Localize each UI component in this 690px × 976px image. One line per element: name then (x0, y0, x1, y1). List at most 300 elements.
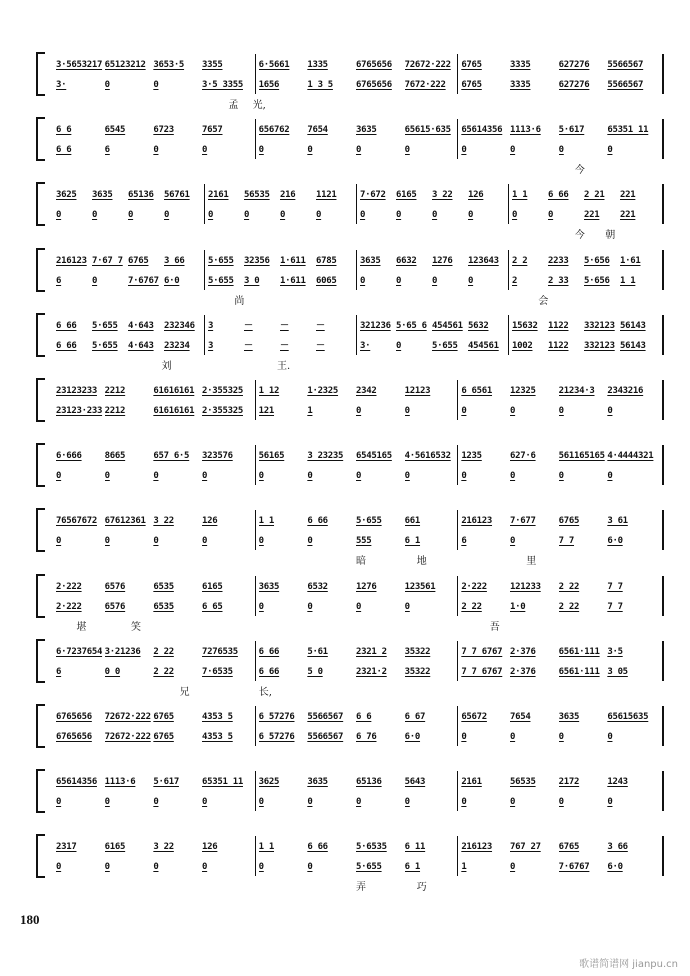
beat-notes: 23123233 (56, 386, 97, 396)
beat-notes: 3653·5 (153, 60, 185, 70)
beat-notes: 0 (356, 471, 362, 482)
upper-staff (52, 641, 660, 657)
beat-notes: 5·65 6 (396, 320, 427, 331)
beat-notes: 221 (620, 210, 636, 221)
final-barline (662, 250, 664, 290)
beat-notes: 3 23235 (307, 451, 344, 462)
beat-notes: 3 66 (607, 842, 628, 853)
beat-notes: 7·677 (509, 516, 536, 527)
beat-notes: 0 (56, 210, 62, 221)
beat-notes: 2343216 (607, 386, 644, 396)
beat-notes: 6 66 (258, 646, 280, 657)
measure (255, 80, 458, 90)
beat-notes: 35322 (404, 666, 431, 677)
beat-notes: 6576 (104, 601, 126, 612)
beat-notes: 2 33 (548, 275, 569, 286)
beat-notes: 3 61 (607, 516, 628, 527)
beat-notes: 7672·222 (404, 80, 446, 90)
barline (508, 315, 509, 355)
beat-notes: 1656 (258, 80, 280, 90)
beat-notes: 6065 (316, 275, 337, 286)
beat-notes: 561165165 (558, 451, 605, 462)
beat-notes: 2·222 (56, 581, 82, 592)
lower-staff (52, 596, 660, 612)
beat-notes: 0 (128, 210, 134, 221)
beat-notes: 7·67 7 (92, 255, 123, 266)
beat-notes: 6765 (153, 732, 174, 742)
beat-notes: 0 (56, 471, 62, 482)
beat-notes: 1335 (307, 60, 328, 70)
measure (457, 451, 660, 461)
beat-notes: 0 (468, 210, 474, 221)
beat-notes: 3635 (558, 712, 580, 722)
beat-notes: 7657 (202, 125, 223, 136)
measure (52, 60, 255, 70)
final-barline (662, 54, 664, 94)
beat-notes: 627276 (558, 60, 590, 70)
beat-notes: 7·6767 (558, 862, 590, 873)
beat-notes: 0 (164, 210, 170, 221)
measure (255, 712, 458, 722)
beat-notes: 0 (356, 145, 362, 156)
beat-notes: 65351 11 (202, 777, 243, 788)
measure (508, 210, 660, 220)
beat-notes: 72672·222 (104, 732, 151, 742)
beat-notes: 35322 (404, 646, 431, 657)
barline (255, 771, 256, 811)
score-system (36, 380, 664, 420)
beat-notes: 0 (509, 471, 516, 482)
beat-notes: 3355 (202, 60, 223, 70)
measure (255, 516, 458, 526)
beat-notes: 216 (280, 190, 296, 201)
beat-notes: 0 (258, 471, 264, 482)
measure (457, 712, 660, 722)
beat-notes: 1·611 (280, 275, 306, 286)
beat-notes: 0 (258, 862, 264, 873)
measure (255, 451, 458, 461)
beat-notes: 0 (307, 601, 313, 612)
beat-notes: 6 (56, 666, 62, 677)
beat-notes: 6785 (316, 255, 337, 266)
beat-notes: 332123 (584, 320, 615, 331)
beat-notes: 3635 (356, 125, 377, 136)
beat-notes: 2·376 (509, 646, 536, 657)
measure (52, 602, 255, 612)
beat-notes: 7 7 (558, 536, 575, 547)
beat-notes: 0 (153, 80, 159, 90)
barline (457, 771, 458, 811)
beat-notes: 0 (360, 275, 366, 286)
system-bracket (36, 313, 45, 357)
beat-notes: 0 (404, 601, 410, 612)
final-barline (662, 576, 664, 616)
beat-notes: 67612361 (104, 516, 146, 527)
beat-notes: 0 (404, 406, 410, 416)
measure (457, 582, 660, 592)
beat-notes: 7·6767 (128, 275, 159, 286)
beat-notes: 2 (512, 275, 518, 286)
beat-notes: 12123 (404, 386, 431, 396)
measure (52, 536, 255, 546)
beat-notes: 0 (558, 797, 564, 808)
beat-notes: 6 11 (404, 842, 426, 853)
beat-notes: 2161 (461, 777, 482, 788)
final-barline (662, 315, 664, 355)
beat-notes: 6561·111 (558, 646, 600, 657)
barline (457, 510, 458, 550)
beat-notes: 6·0 (404, 732, 421, 742)
beat-notes: 0 (92, 275, 98, 286)
beat-notes: 1113·6 (509, 125, 541, 136)
beat-notes: 3335 (509, 80, 531, 90)
beat-notes: 61616161 (153, 406, 195, 416)
beat-notes: 6 66 (258, 666, 280, 677)
beat-notes: － (244, 340, 253, 351)
beat-notes: 65614356 (56, 777, 97, 788)
beat-notes: 5·655 (356, 862, 382, 873)
beat-notes: 0 (607, 797, 613, 808)
beat-notes: 5·61 (307, 646, 328, 657)
beat-notes: 2321·2 (356, 666, 387, 677)
beat-notes: 0 (258, 536, 264, 547)
beat-notes: 232346 (164, 320, 195, 331)
beat-notes: 6545 (104, 125, 126, 136)
upper-staff (52, 510, 660, 526)
barline (255, 54, 256, 94)
beat-notes: 0 (104, 471, 110, 482)
beat-notes: 6765656 (56, 712, 92, 722)
beat-notes: 21234·3 (558, 386, 595, 396)
beat-notes: 6 57276 (258, 712, 295, 722)
beat-notes: 0 (356, 797, 362, 808)
beat-notes: 6 66 (307, 842, 328, 853)
measure (457, 842, 660, 852)
beat-notes: 0 (104, 797, 110, 808)
beat-notes: 0 (153, 862, 159, 873)
beat-notes: 6765 (128, 255, 149, 266)
measure (508, 321, 660, 331)
beat-notes: 0 (104, 80, 110, 90)
lyric: 长, (258, 686, 272, 698)
beat-notes: 6·0 (607, 536, 623, 547)
beat-notes: 56165 (258, 451, 285, 462)
barline (457, 836, 458, 876)
final-barline (662, 184, 664, 224)
beat-notes: 3 22 (153, 516, 174, 527)
beat-notes: 4·643 (128, 320, 154, 331)
beat-notes: 216123 (56, 255, 87, 266)
beat-notes: 3· (56, 80, 67, 90)
lower-staff (52, 856, 660, 872)
beat-notes: 2 22 (558, 581, 580, 592)
beat-notes: 0 (153, 145, 159, 156)
upper-staff (52, 445, 660, 461)
beat-notes: 6 (104, 145, 110, 156)
lyric: 暗 (356, 556, 366, 568)
measure (204, 276, 356, 286)
beat-notes: 656762 (258, 125, 290, 136)
beat-notes: 0 (307, 536, 313, 547)
measure (457, 797, 660, 807)
beat-notes: 6·0 (607, 862, 623, 873)
beat-notes: 4·5616532 (404, 451, 451, 462)
beat-notes: 5643 (404, 777, 426, 788)
beat-notes: 2212 (104, 406, 126, 416)
beat-notes: 0 (244, 210, 250, 221)
beat-notes: 2 22 (558, 601, 580, 612)
beat-notes: 6 6 (56, 145, 72, 156)
beat-notes: 6723 (153, 125, 174, 136)
lower-staff (52, 791, 660, 807)
final-barline (662, 836, 664, 876)
beat-notes: 0 (509, 145, 516, 156)
lyric: 巧 (416, 882, 427, 894)
barline (255, 510, 256, 550)
barline (457, 706, 458, 746)
measure (356, 190, 508, 200)
measure (52, 341, 204, 351)
beat-notes: 3 (208, 340, 214, 351)
score-system (36, 836, 664, 894)
measure (52, 471, 255, 481)
beat-notes: 0 (202, 862, 208, 873)
measure (52, 256, 204, 266)
beat-notes: 123643 (468, 255, 499, 266)
beat-notes: 0 (461, 406, 467, 416)
beat-notes: 0 (509, 862, 516, 873)
beat-notes: 767 27 (509, 842, 541, 853)
measure (508, 341, 660, 351)
beat-notes: 0 (607, 471, 613, 482)
beat-notes: 0 (468, 275, 474, 286)
beat-notes: 126 (202, 842, 218, 853)
beat-notes: 3 22 (432, 190, 453, 201)
beat-notes: 0 (153, 536, 159, 547)
beat-notes: 5·655 (92, 320, 118, 331)
beat-notes: 15632 (512, 320, 538, 331)
beat-notes: 7·672 (360, 190, 386, 201)
beat-notes: 0 (360, 210, 366, 221)
beat-notes: 3625 (258, 777, 280, 788)
barline (508, 250, 509, 290)
system-bracket (36, 248, 45, 292)
beat-notes: 0 (509, 536, 516, 547)
beat-notes: 6 6561 (461, 386, 493, 396)
beat-notes: 1122 (548, 340, 569, 351)
beat-notes: 6561·111 (558, 666, 600, 677)
beat-notes: 3 66 (164, 255, 185, 266)
beat-notes: 5632 (468, 320, 489, 331)
beat-notes: 1 1 (258, 516, 275, 527)
beat-notes: 1122 (548, 320, 569, 331)
lyric: 尚 (234, 295, 245, 307)
beat-notes: 7 7 6767 (461, 666, 503, 677)
score-system (36, 250, 664, 307)
beat-notes: 5·655 (432, 340, 458, 351)
beat-notes: 6 66 (307, 516, 328, 527)
beat-notes: 5566567 (607, 60, 644, 70)
beat-notes: － (280, 320, 289, 331)
lyric: 里 (526, 556, 537, 568)
upper-staff (52, 119, 660, 135)
beat-notes: 61616161 (153, 386, 195, 396)
measure (457, 516, 660, 526)
beat-notes: 1·611 (280, 255, 306, 266)
beat-notes: 2321 2 (356, 646, 387, 657)
barline (255, 119, 256, 159)
beat-notes: 0 (202, 145, 208, 156)
beat-notes: 0 (558, 471, 564, 482)
system-bracket (36, 443, 45, 487)
beat-notes: 5 0 (307, 666, 323, 677)
measure (52, 862, 255, 872)
lyric: 今 (574, 230, 585, 242)
beat-notes: 6 65 (202, 601, 223, 612)
beat-notes: 6·0 (164, 275, 180, 286)
beat-notes: 3·5 3355 (202, 80, 243, 90)
upper-staff (52, 706, 660, 722)
beat-notes: 4353 5 (202, 732, 233, 742)
beat-notes: 221 (620, 190, 636, 201)
lyric: 会 (538, 295, 549, 307)
measure (255, 582, 458, 592)
beat-notes: 7 7 (607, 581, 623, 592)
beat-notes: 5·655 (356, 516, 382, 527)
beat-notes: 6·7237654 (56, 646, 103, 657)
upper-staff (52, 380, 660, 396)
beat-notes: 4353 5 (202, 712, 233, 722)
beat-notes: 3·5 (607, 646, 623, 657)
measure (255, 862, 458, 872)
beat-notes: 0 (258, 145, 264, 156)
measure (255, 386, 458, 396)
measure (457, 471, 660, 481)
measure (508, 276, 660, 286)
beat-notes: 0 (607, 145, 613, 156)
beat-notes: 6 67 (404, 712, 426, 722)
beat-notes: 0 (509, 406, 516, 416)
beat-notes: 7654 (307, 125, 328, 136)
beat-notes: 0 (509, 732, 516, 742)
beat-notes: 72672·222 (404, 60, 451, 70)
final-barline (662, 641, 664, 681)
beat-notes: 0 (356, 406, 362, 416)
beat-notes: 0 (396, 210, 402, 221)
beat-notes: 0 (56, 536, 62, 547)
measure (52, 732, 255, 742)
measure (457, 536, 660, 546)
beat-notes: 0 (307, 797, 313, 808)
measure (52, 386, 255, 396)
beat-notes: 76567672 (56, 516, 97, 527)
measure (255, 60, 458, 70)
upper-staff (52, 771, 660, 787)
beat-notes: 1 1 (620, 275, 636, 286)
beat-notes: 6545165 (356, 451, 392, 462)
measure (255, 842, 458, 852)
beat-notes: 3635 (92, 190, 113, 201)
score-system (36, 706, 664, 746)
beat-notes: 56143 (620, 320, 646, 331)
beat-notes: 1243 (607, 777, 628, 788)
beat-notes: 8665 (104, 451, 126, 462)
beat-notes: 65136 (356, 777, 382, 788)
measure (457, 406, 660, 416)
measure (52, 797, 255, 807)
beat-notes: － (316, 320, 325, 331)
beat-notes: 6 1 (404, 536, 421, 547)
beat-notes: 1 3 5 (307, 80, 333, 90)
beat-notes: 6 76 (356, 732, 377, 742)
score-system (36, 119, 664, 177)
beat-notes: 2 22 (153, 646, 174, 657)
beat-notes: 121 (258, 406, 275, 416)
beat-notes: 0 (153, 471, 159, 482)
lower-staff (52, 74, 660, 90)
measure (255, 647, 458, 657)
beat-notes: 6 66 (548, 190, 569, 201)
measure (356, 210, 508, 220)
lyric: 堪 (76, 621, 87, 633)
beat-notes: 627·6 (509, 451, 536, 462)
beat-notes: 0 (258, 601, 264, 612)
beat-notes: 0 (356, 601, 362, 612)
score-system (36, 184, 664, 242)
measure (52, 582, 255, 592)
beat-notes: 6765 (461, 60, 482, 70)
lyric: 朝 (605, 230, 616, 242)
final-barline (662, 445, 664, 485)
beat-notes: 321236 (360, 320, 391, 331)
barline (204, 315, 205, 355)
beat-notes: 7 7 6767 (461, 646, 503, 657)
beat-notes: 6632 (396, 255, 417, 266)
measure (255, 145, 458, 155)
system-bracket (36, 834, 45, 878)
lyric: 吾 (489, 621, 500, 633)
system-bracket (36, 52, 45, 96)
beat-notes: 1113·6 (104, 777, 136, 788)
beat-notes: 126 (468, 190, 484, 201)
beat-notes: 6765 (461, 80, 482, 90)
beat-notes: 1121 (316, 190, 337, 201)
system-bracket (36, 508, 45, 552)
beat-notes: 6765 (558, 516, 580, 527)
beat-notes: 2 21 (584, 190, 605, 201)
barline (255, 641, 256, 681)
beat-notes: 0 (307, 862, 313, 873)
beat-notes: 6532 (307, 581, 328, 592)
beat-notes: 65672 (461, 712, 487, 722)
barline (356, 184, 357, 224)
beat-notes: 0 (548, 210, 554, 221)
barline (356, 250, 357, 290)
beat-notes: 6165 (104, 842, 126, 853)
beat-notes: 0 (512, 210, 518, 221)
beat-notes: 216123 (461, 516, 493, 527)
beat-notes: 1235 (461, 451, 482, 462)
beat-notes: 0 (104, 536, 110, 547)
beat-notes: 0 (208, 210, 214, 221)
lyric: 今 (574, 165, 585, 177)
beat-notes: 1 (307, 406, 313, 416)
measure (457, 145, 660, 155)
beat-notes: 6765656 (356, 60, 392, 70)
beat-notes: 6 6 (356, 712, 372, 722)
system-bracket (36, 378, 45, 422)
beat-notes: 5·6535 (356, 842, 387, 853)
